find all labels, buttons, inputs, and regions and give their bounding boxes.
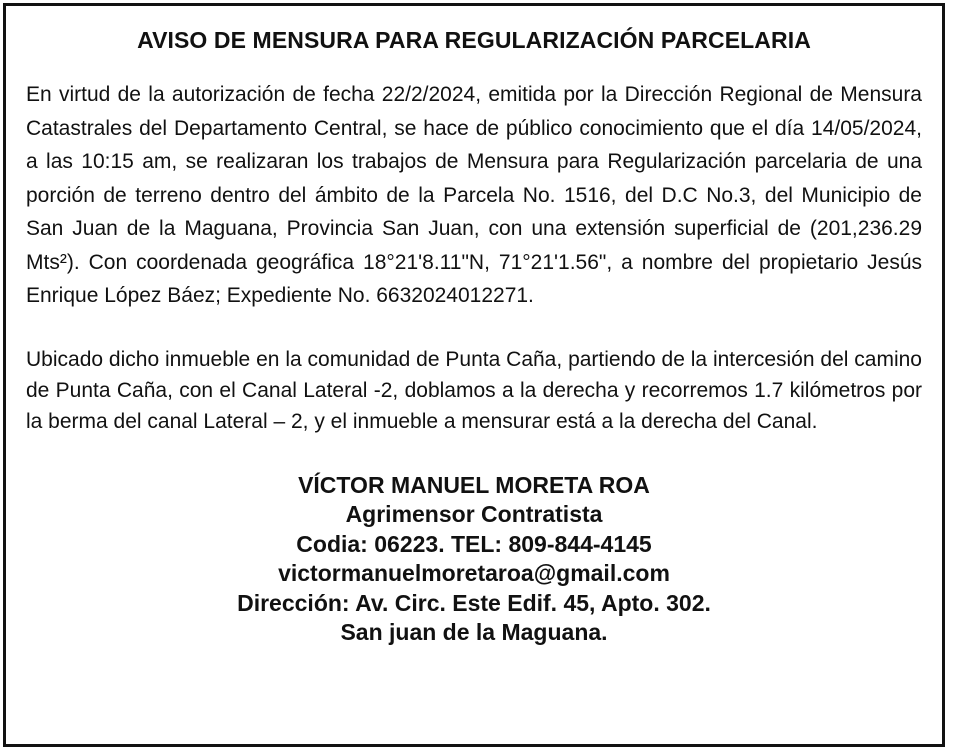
signature-city: San juan de la Maguana.	[340, 619, 608, 645]
signature-address: Dirección: Av. Circ. Este Edif. 45, Apto. 302.	[237, 589, 711, 616]
signature-codia-phone: Codia: 06223. TEL: 809-844-4145	[296, 530, 652, 557]
signature-block	[24, 471, 924, 648]
notice-title: AVISO DE MENSURA PARA REGULARIZACIÓN PARCELARIA	[137, 27, 811, 53]
notice-paragraph-authorization: En virtud de la autorización de fecha 22/2/2024, emitida por la Dirección Regional de Mensura Catastrales del Departamento Central, se hace de público conocimiento que el día 14/05/2024, a las 10:15 am, se realizaran los trabajos de Mensura para Regularización parcelaria de una porción de terreno dentro del ámbito de la Parcela No. 1516, del D.C No.3, del Municipio de San Juan de la Maguana, Provincia San Juan, con una extensión superficial de (201,236.29 Mts²). Con coordenada geográfica 18°21'8.11"N, 71°21'1.56", a nombre del propietario Jesús Enrique López Báez; Expediente No. 6632024012271.	[26, 83, 922, 307]
signature-email: victormanuelmoretaroa@gmail.com	[278, 560, 670, 586]
signature-name: VÍCTOR MANUEL MORETA ROA	[298, 471, 650, 498]
signature-role: Agrimensor Contratista	[345, 501, 603, 527]
notice-box	[3, 3, 945, 747]
notice-paragraph-location: Ubicado dicho inmueble en la comunidad de Punta Caña, partiendo de la intercesión del camino de Punta Caña, con el Canal Lateral -2, doblamos a la derecha y recorremos 1.7 kilómetros por la berma del canal Lateral – 2, y el inmueble a mensurar está a la derecha del Canal.	[26, 347, 922, 433]
